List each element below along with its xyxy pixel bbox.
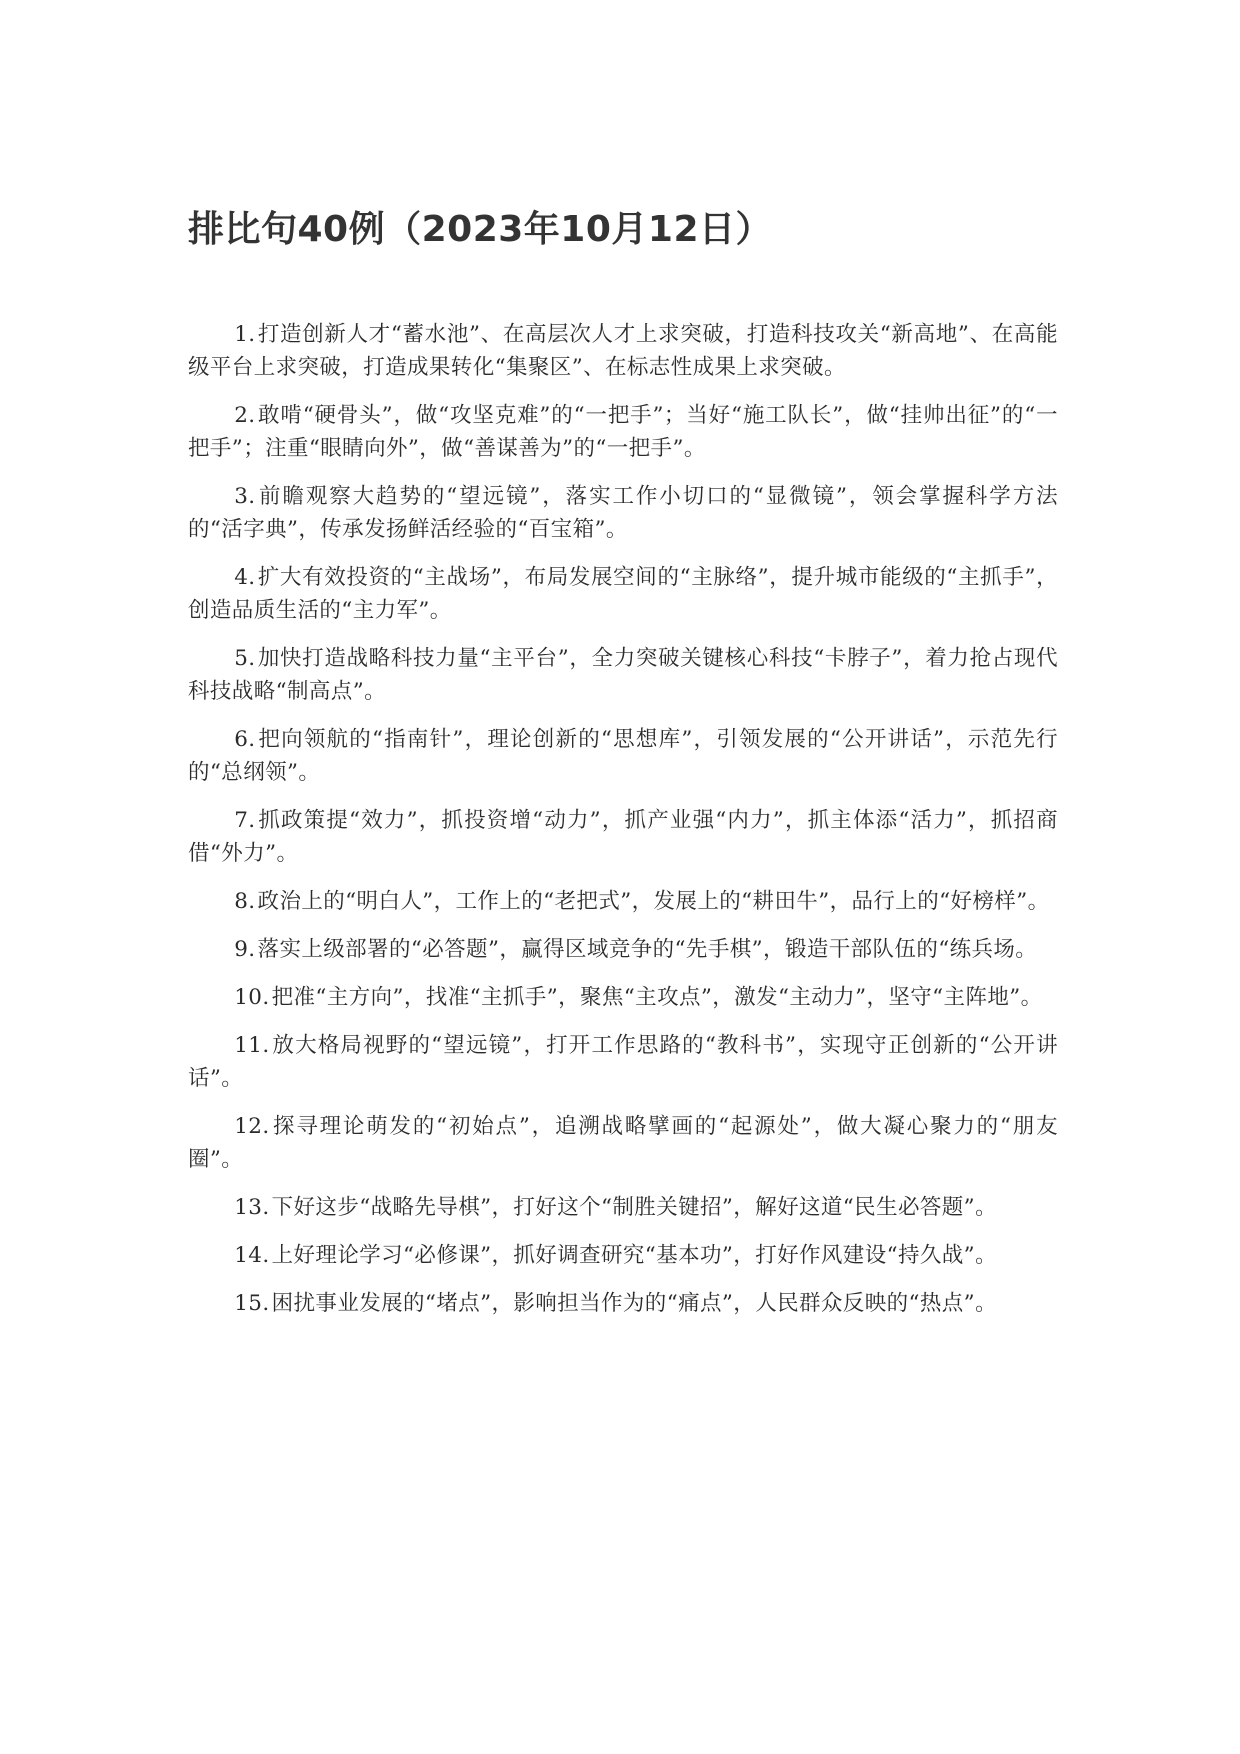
- list-item: [188, 399, 1058, 465]
- item-number: 4.: [234, 565, 256, 590]
- item-text: 困扰事业发展的“堵点”，影响担当作为的“痛点”，人民群众反映的“热点”。: [271, 1291, 997, 1316]
- list-item: [188, 561, 1058, 627]
- list-item: [188, 1287, 1058, 1320]
- item-text: 把向领航的“指南针”，理论创新的“思想库”，引领发展的“公开讲话”，示范先行的“总纲领”。: [188, 727, 1058, 785]
- item-number: 2.: [234, 403, 256, 428]
- item-number: 9.: [234, 937, 256, 962]
- item-text: 把准“主方向”，找准“主抓手”，聚焦“主攻点”，激发“主动力”，坚守“主阵地”。: [271, 985, 1043, 1010]
- item-number: 1.: [234, 322, 256, 347]
- item-number: 14.: [234, 1243, 270, 1268]
- item-number: 8.: [234, 889, 256, 914]
- item-number: 13.: [234, 1195, 270, 1220]
- list-item: [188, 642, 1058, 708]
- list-item: [188, 933, 1058, 966]
- list-item: [188, 1110, 1058, 1176]
- list-item: [188, 981, 1058, 1014]
- list-item: [188, 318, 1058, 384]
- item-text: 放大格局视野的“望远镜”，打开工作思路的“教科书”，实现守正创新的“公开讲话”。: [188, 1033, 1058, 1091]
- item-number: 5.: [234, 646, 256, 671]
- item-text: 下好这步“战略先导棋”，打好这个“制胜关键招”，解好这道“民生必答题”。: [271, 1195, 997, 1220]
- item-number: 15.: [234, 1291, 270, 1316]
- list-item: [188, 804, 1058, 870]
- list-item: [188, 480, 1058, 546]
- item-text: 敢啃“硬骨头”，做“攻坚克难”的“一把手”；当好“施工队长”，做“挂帅出征”的“一把手”；注重“眼睛向外”，做“善谋善为”的“一把手”。: [188, 403, 1058, 461]
- list-item: [188, 1239, 1058, 1272]
- item-number: 11.: [234, 1033, 270, 1058]
- list-item: [188, 1029, 1058, 1095]
- item-text: 探寻理论萌发的“初始点”，追溯战略擘画的“起源处”，做大凝心聚力的“朋友圈”。: [188, 1114, 1058, 1172]
- item-number: 12.: [234, 1114, 270, 1139]
- list-item: [188, 1191, 1058, 1224]
- item-number: 7.: [234, 808, 256, 833]
- item-text: 落实上级部署的“必答题”，赢得区域竞争的“先手棋”，锻造干部队伍的“练兵场。: [257, 937, 1038, 962]
- item-number: 10.: [234, 985, 270, 1010]
- item-text: 上好理论学习“必修课”，抓好调查研究“基本功”，打好作风建设“持久战”。: [271, 1243, 997, 1268]
- document-title: 排比句40例（2023年10月12日）: [188, 209, 772, 250]
- document-page: [188, 200, 1058, 1335]
- list-item: [188, 723, 1058, 789]
- item-text: 加快打造战略科技力量“主平台”，全力突破关键核心科技“卡脖子”，着力抢占现代科技战略“制高点”。: [188, 646, 1058, 704]
- list-item: [188, 885, 1058, 918]
- item-text: 政治上的“明白人”，工作上的“老把式”，发展上的“耕田牛”，品行上的“好榜样”。: [257, 889, 1050, 914]
- item-text: 扩大有效投资的“主战场”，布局发展空间的“主脉络”，提升城市能级的“主抓手”，创造品质生活的“主力军”。: [188, 565, 1058, 623]
- item-number: 6.: [234, 727, 256, 752]
- example-list: [188, 318, 1058, 1320]
- item-text: 前瞻观察大趋势的“望远镜”，落实工作小切口的“显微镜”，领会掌握科学方法的“活字典”，传承发扬鲜活经验的“百宝箱”。: [188, 484, 1058, 542]
- item-number: 3.: [234, 484, 256, 509]
- item-text: 打造创新人才“蓄水池”、在高层次人才上求突破，打造科技攻关“新高地”、在高能级平台上求突破，打造成果转化“集聚区”、在标志性成果上求突破。: [188, 322, 1058, 380]
- item-text: 抓政策提“效力”，抓投资增“动力”，抓产业强“内力”，抓主体添“活力”，抓招商借“外力”。: [188, 808, 1058, 866]
